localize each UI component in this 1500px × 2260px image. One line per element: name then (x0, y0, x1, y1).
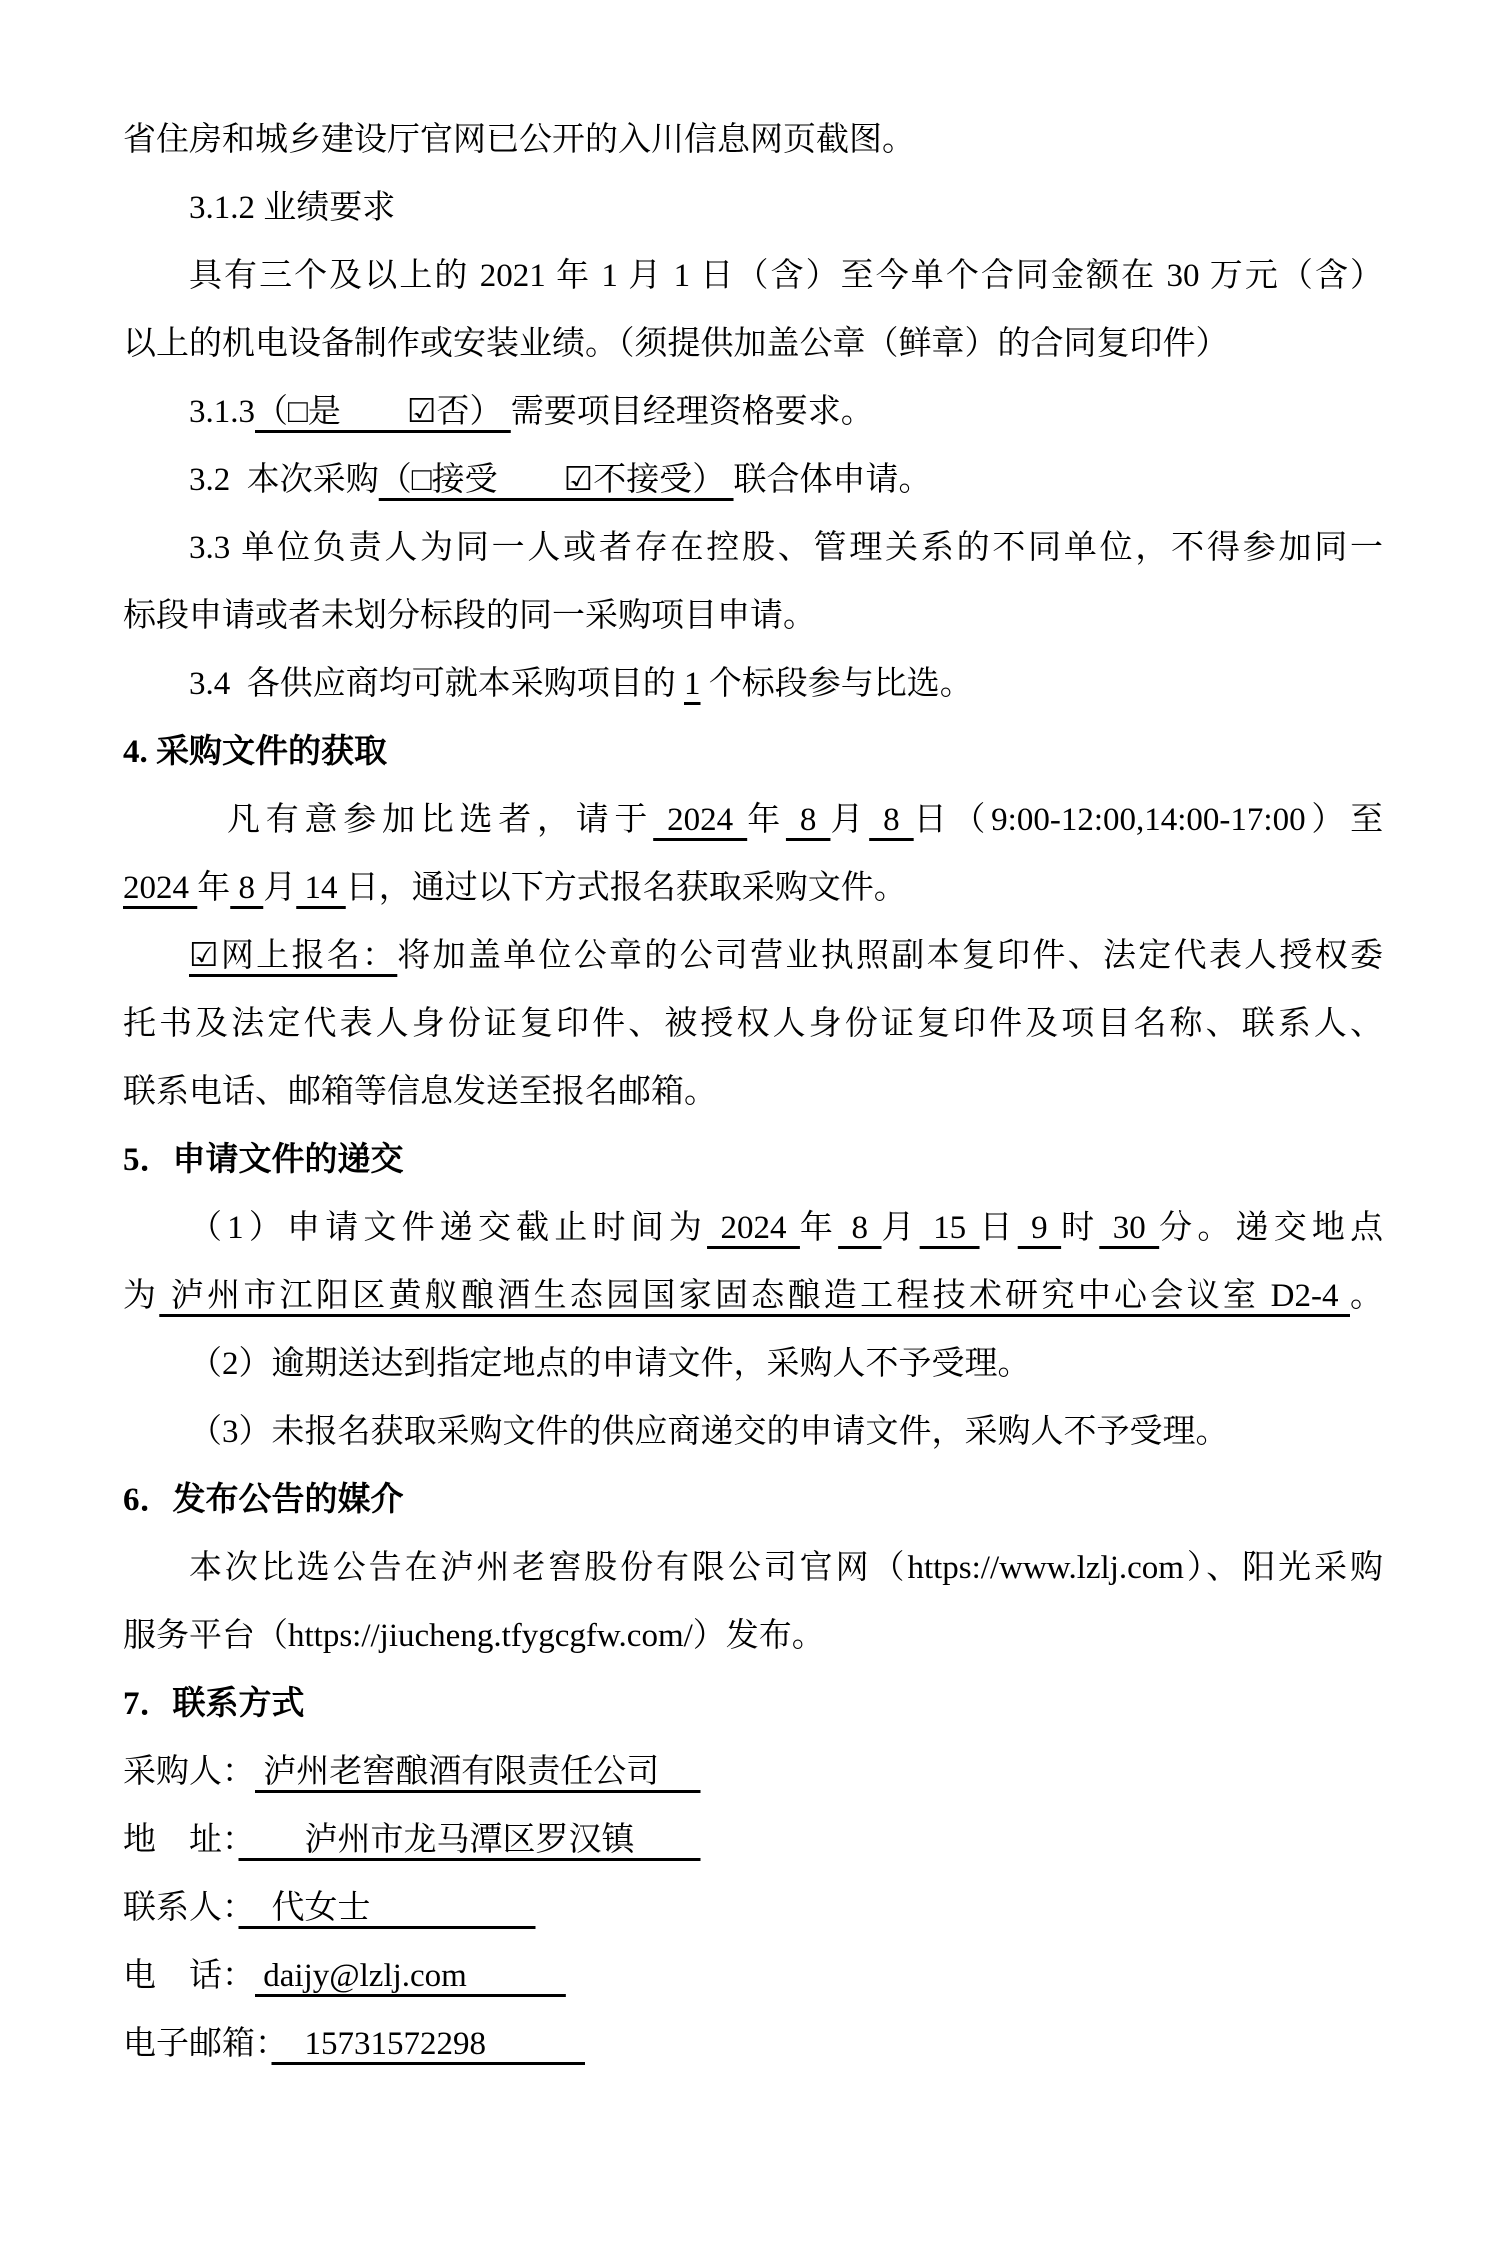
clause-3-4-text-2: 个标段参与比选。 (700, 666, 973, 702)
contact-person-label: 联系人： (123, 1890, 239, 1926)
clause-3-4 (123, 650, 1383, 718)
contact-person-row (123, 1874, 1383, 1942)
clause-3-1-2-body-line-1 (123, 242, 1383, 310)
document-body (123, 106, 1383, 2078)
year-label: 年 (799, 1210, 839, 1246)
online-registration-text-2: 托书及法定代表人身份证复印件、被授权人身份证复印件及项目名称、联系人、 (123, 1006, 1383, 1042)
online-registration-text: 将加盖单位公章的公司营业执照副本复印件、法定代表人授权委 (397, 938, 1383, 974)
online-registration-line-1 (123, 922, 1383, 990)
address-label: 地 址： (123, 1822, 239, 1858)
month-label: 月 (830, 802, 870, 838)
end-month-blank: 8 (230, 870, 264, 906)
item-2-late-submission (123, 1330, 1383, 1398)
phone-label: 电 话： (123, 1958, 255, 1994)
venue-prefix: 为 (123, 1278, 160, 1314)
month-label: 月 (263, 870, 297, 906)
online-registration-checkbox-label: ☑网上报名： (189, 938, 398, 974)
clause-number: 3.1.3 (189, 394, 255, 430)
item-1-deadline-line-2 (123, 1262, 1383, 1330)
address-value: 泸州市龙马潭区罗汉镇 (238, 1822, 701, 1858)
clause-3-3-line-2 (123, 582, 1383, 650)
para-intro-continuation (123, 106, 1383, 174)
performance-requirement-text: 具有三个及以上的 2021 年 1 月 1 日（含）至今单个合同金额在 30 万元（含） (189, 258, 1383, 294)
online-registration-line-3 (123, 1058, 1383, 1126)
deadline-day-blank: 15 (919, 1210, 980, 1246)
lot-count-blank: 1 (684, 666, 701, 702)
year-label: 年 (197, 870, 231, 906)
start-month-blank: 8 (785, 802, 831, 838)
clause-3-2-text: 联合体申请。 (733, 462, 932, 498)
obtain-docs-text: 凡有意参加比选者，请于 (227, 802, 654, 838)
contact-address-row (123, 1806, 1383, 1874)
venue-period: 。 (1350, 1278, 1383, 1314)
deadline-month-blank: 8 (838, 1210, 882, 1246)
end-year-blank: 2024 (123, 870, 198, 906)
announcement-media-text-2: 服务平台（https://jiucheng.tfygcgfw.com/）发布。 (123, 1618, 825, 1654)
online-registration-text-3: 联系电话、邮箱等信息发送至报名邮箱。 (123, 1074, 717, 1110)
clause-3-1-2-heading (123, 174, 1383, 242)
section-4-body-line-1 (123, 786, 1383, 854)
deadline-year-blank: 2024 (707, 1210, 800, 1246)
start-year-blank: 2024 (653, 802, 748, 838)
contact-purchaser-row (123, 1738, 1383, 1806)
day-label: 日 (979, 1210, 1018, 1246)
section-6-heading (123, 1466, 1383, 1534)
email-value: 15731572298 (271, 2026, 585, 2062)
clause-3-1-3-text: 需要项目经理资格要求。 (510, 394, 874, 430)
purchaser-value: 泸州老窖酿酒有限责任公司 (255, 1754, 701, 1790)
clause-3-2 (123, 446, 1383, 514)
item-3-text: （3）未报名获取采购文件的供应商递交的申请文件，采购人不予受理。 (189, 1414, 1229, 1450)
contact-person-value: 代女士 (238, 1890, 536, 1926)
deadline-minute-blank: 30 (1099, 1210, 1160, 1246)
clause-3-3-text: 3.3 单位负责人为同一人或者存在控股、管理关系的不同单位，不得参加同一 (189, 530, 1383, 566)
performance-requirement-text-2: 以上的机电设备制作或安装业绩。（须提供加盖公章（鲜章）的合同复印件） (123, 326, 1229, 362)
clause-3-3-line-1 (123, 514, 1383, 582)
section-6-body-line-2 (123, 1602, 1383, 1670)
clause-3-1-2-text: 3.1.2 业绩要求 (189, 190, 396, 226)
hour-label: 时 (1061, 1210, 1100, 1246)
section-7-title: 7．联系方式 (123, 1686, 305, 1722)
section-6-title: 6．发布公告的媒介 (123, 1482, 404, 1518)
year-label: 年 (747, 802, 786, 838)
start-day-blank: 8 (869, 802, 914, 838)
end-day-blank: 14 (296, 870, 346, 906)
time-window-text: 日（9:00-12:00,14:00-17:00）至 (913, 802, 1384, 838)
email-label: 电子邮箱： (123, 2026, 272, 2062)
section-4-heading (123, 718, 1383, 786)
month-label: 月 (881, 1210, 920, 1246)
deadline-text: （1）申请文件递交截止时间为 (189, 1210, 708, 1246)
clause-3-3-text-2: 标段申请或者未划分标段的同一采购项目申请。 (123, 598, 816, 634)
venue-blank: 泸州市江阳区黄舣酿酒生态园国家固态酿造工程技术研究中心会议室 D2-4 (159, 1278, 1350, 1314)
deadline-text-2: 分。递交地点 (1159, 1210, 1384, 1246)
deadline-hour-blank: 9 (1017, 1210, 1062, 1246)
item-1-deadline-line-1 (123, 1194, 1383, 1262)
contact-phone-row (123, 1942, 1383, 2010)
section-6-body-line-1 (123, 1534, 1383, 1602)
item-3-unregistered (123, 1398, 1383, 1466)
item-2-text: （2）逾期送达到指定地点的申请文件，采购人不予受理。 (189, 1346, 1031, 1382)
obtain-docs-text-2: 日，通过以下方式报名获取采购文件。 (345, 870, 907, 906)
clause-number: 3.2 本次采购 (189, 462, 379, 498)
clause-3-4-text: 3.4 各供应商均可就本采购项目的 (189, 666, 684, 702)
clause-3-1-3 (123, 378, 1383, 446)
contact-email-row (123, 2010, 1383, 2078)
phone-value: daijy@lzlj.com (255, 1958, 566, 1994)
announcement-media-text: 本次比选公告在泸州老窖股份有限公司官网（https://www.lzlj.com）、阳光采购 (189, 1550, 1383, 1586)
section-4-title: 4. 采购文件的获取 (123, 734, 387, 770)
section-7-heading (123, 1670, 1383, 1738)
clause-3-1-2-body-line-2 (123, 310, 1383, 378)
online-registration-line-2 (123, 990, 1383, 1058)
para-intro-text: 省住房和城乡建设厅官网已公开的入川信息网页截图。 (123, 122, 915, 158)
section-5-title: 5．申请文件的递交 (123, 1142, 404, 1178)
purchaser-label: 采购人： (123, 1754, 255, 1790)
section-4-body-line-2 (123, 854, 1383, 922)
yes-no-checkbox-blank: （□是 ☑否） (255, 394, 511, 430)
accept-reject-checkbox-blank: （□接受 ☑不接受） (378, 462, 734, 498)
section-5-heading (123, 1126, 1383, 1194)
